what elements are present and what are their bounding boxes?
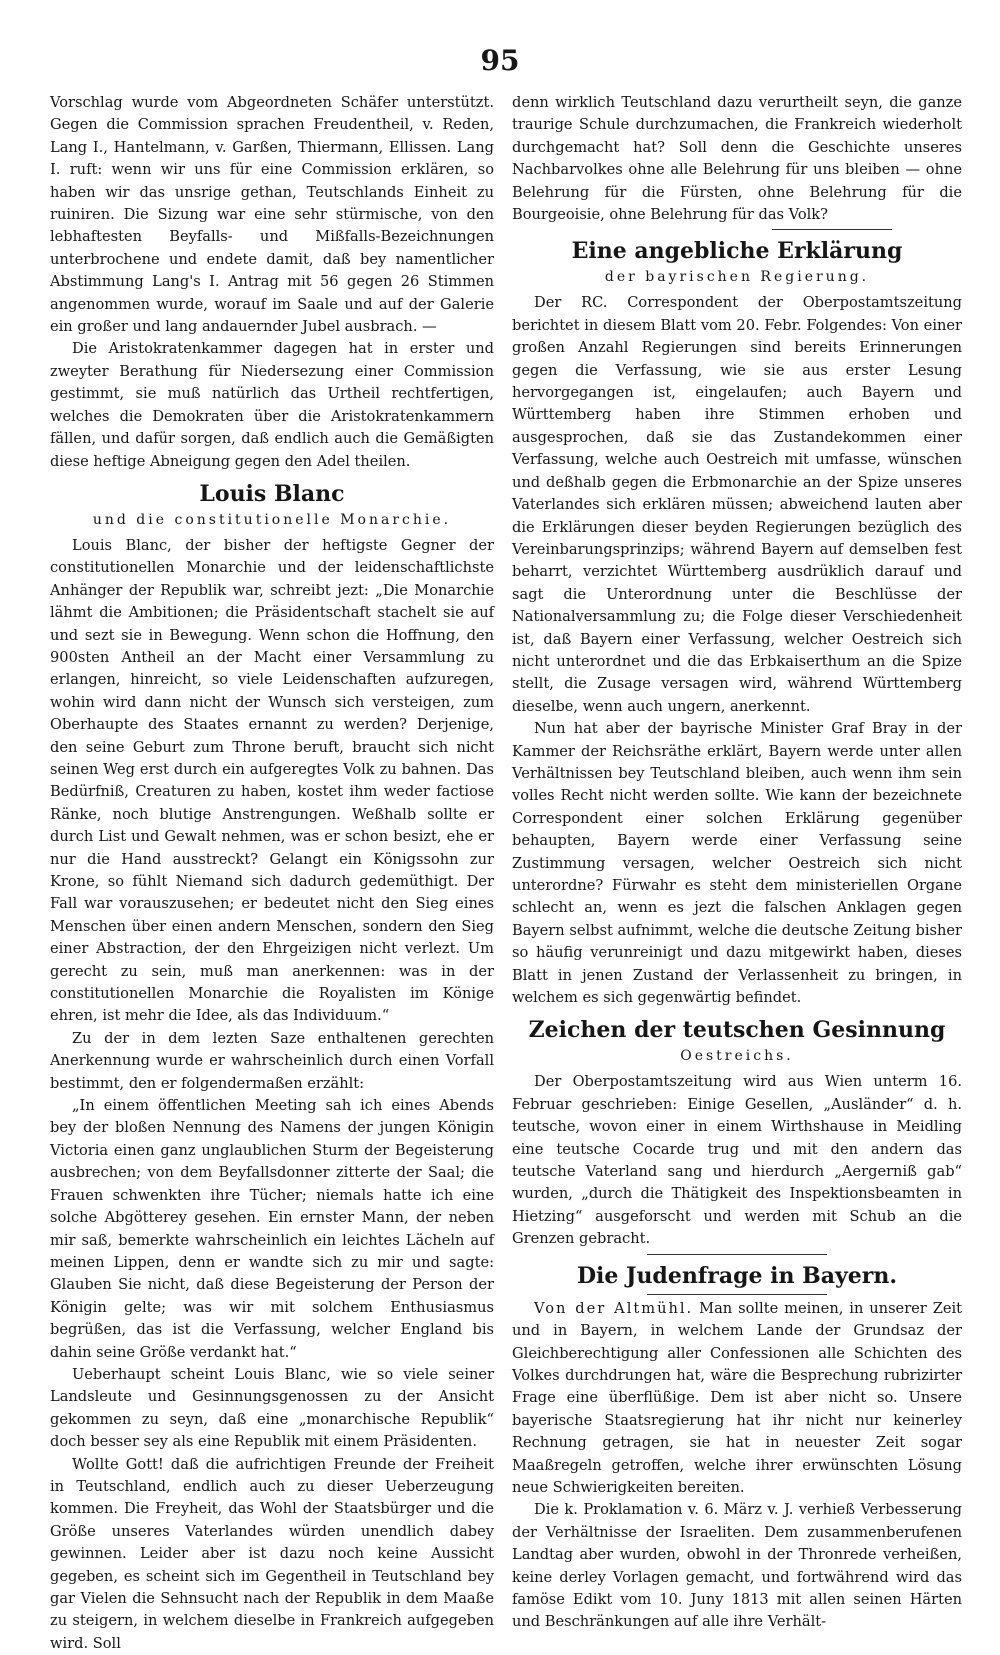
paragraph: Die Aristokratenkammer dagegen hat in erster und zweyter Berathung für Niedersezung einer Commission gestimmt, sie muß natürlich das Urtheil rechtfertigen, welches die Demokraten über die Aristokratenkammern fällen, und dafür sorgen, daß endlich auch die Gemäßigten diese heftige Abneigung gegen den Adel theilen. bbox=[50, 340, 494, 470]
dateline: Von der Altmühl. bbox=[534, 1299, 694, 1317]
article-heading: Louis Blanc bbox=[199, 480, 345, 507]
right-column bbox=[512, 92, 962, 1634]
paragraph: Vorschlag wurde vom Abgeordneten Schäfer unterstützt. Gegen die Commission sprachen Freudentheil, v. Reden, Lang I., Hantelmann, v. Garßen, Thiermann, Ellissen. Lang I. ruft: wenn wir uns für eine Commission erklären, so haben wir das unsrige gethan, Teutschlands Einheit zu ruiniren. Die Sizung war eine sehr stürmische, von den lebhaftesten Beyfalls- und Mißfalls-Bezeichnungen unterbrochene und endete damit, daß bey namentlicher Abstimmung Lang's I. Antrag mit 56 gegen 26 Stimmen angenommen wurde, worauf im Saale und auf der Galerie ein großer und lang andauernder Jubel ausbrach. — bbox=[50, 94, 494, 336]
paragraph: Louis Blanc, der bisher der heftigste Gegner der constitutionellen Monarchie und der leidenschaftlichste Anhänger der Republik war, schreibt jezt: „Die Monarchie lähmt die Ambitionen; die Präsidentschaft stachelt sie auf und sezt sie in Bewegung. Wenn schon die Hoffnung, den 900sten Antheil an der Macht einer Versammlung zu erlangen, hinreicht, so viele Leidenschaften aufzuregen, wohin wird dann nicht der Wunsch sich versteigen, zum Oberhaupte des Staates ernannt zu werden? Derjenige, den seine Geburt zum Throne beruft, braucht sich nicht seinen Weg erst durch ein aufgeregtes Volk zu bahnen. Das Bedürfniß, Creaturen zu haben, kostet ihm weder factiose Ränke, noch blutige Anstrengungen. Weßhalb sollte er durch List und Gewalt nehmen, was er schon besizt, ehe er nur die Hand ausstreckt? Gelangt ein Königssohn zur Krone, so fühlt Niemand sich dadurch gedemüthigt. Der Fall war vorauszusehen; er bedeutet nicht den Sieg eines Menschen über einen andern Menschen, sondern den Sieg einer Abstraction, der den Ehrgeizigen nicht verlezt. Um gerecht zu sein, muß man anerkennen: was in der constitutionellen Monarchie die Royalisten im Könige ehren, ist mehr die Idee, als das Individuum.“ bbox=[50, 536, 494, 1025]
paragraph-text: Man sollte meinen, in unserer Zeit und in Bayern, in welchem Lande der Grundsaz der Gleichberechtigung aller Confessionen alle Schichten des Volkes durchdrungen hat, wäre die Besprechung rubrizirter Frage eine überflüßige. Dem ist aber nicht so. Unsere bayerische Staatsregierung hat ihr nicht nur keinerley Rechnung getragen, sie hat in neuester Zeit sogar Maaßregeln getroffen, welche ihrer erwünschten Lösung neue Schwierigkeiten bereiten. bbox=[512, 1299, 963, 1496]
divider bbox=[647, 1254, 827, 1255]
article-subheading: Oestreichs. bbox=[680, 1048, 794, 1065]
article-subheading: der bayrischen Regierung. bbox=[604, 269, 870, 286]
paragraph: Der Oberpostamtszeitung wird aus Wien unterm 16. Februar geschrieben: Einige Gesellen, „Ausländer“ d. h. teutsche, wovon einer in einem Wirthshause in Meidling eine teutsche Cocarde trug und mit den andern das teutsche Vaterland sang und hierdurch „Aergerniß gab“ wurden, „durch die Thätigkeit des Inspektionsbeamten in Hietzing“ ausgeforscht und werden mit Schub an die Grenzen gebracht. bbox=[512, 1073, 962, 1248]
divider bbox=[647, 1294, 827, 1295]
article-subheading: und die constitutionelle Monarchie. bbox=[92, 511, 452, 528]
paragraph: Nun hat aber der bayrische Minister Graf Bray in der Kammer der Reichsräthe erklärt, Bayern werde unter allen Verhältnissen bey Teutschland bleiben, auch wenn ihm sein volles Recht nicht werden sollte. Wie kann der bezeichnete Correspondent einer solchen Erklärung gegenüber behaupten, Bayern werde einer Verfassung seine Zustimmung versagen, welcher Oestreich sich nicht unterordne? Fürwahr es steht dem ministeriellen Organe schlecht an, wenn es jezt die falschen Anklagen gegen Bayern selbst aufnimmt, welche die deutsche Zeitung bisher so häufig verunreinigt und dazu mitgewirkt haben, dieses Blatt in jenen Zustand der Verlassenheit zu bringen, in welchem es sich gegenwärtig befindet. bbox=[512, 720, 962, 1007]
paragraph bbox=[512, 1298, 962, 1500]
article-heading: Die Judenfrage in Bayern. bbox=[576, 1262, 898, 1289]
quote-paragraph: „In einem öffentlichen Meeting sah ich eines Abends bey der bloßen Nennung des Namens der jungen Königin Victoria einen ganz unglaublichen Sturm der Begeisterung ausbrechen; von dem Beyfallsdonner zitterte der Saal; die Frauen schwenkten ihre Tücher; niemals hatte ich eine solche Abgötterey gesehen. Ein ernster Mann, der neben mir saß, bemerkte wahrscheinlich ein leichtes Lächeln auf meinen Lippen, denn er wandte sich zu mir und sagte: Glauben Sie nicht, daß diese Begeisterung der Person der Königin gelte; was wir mit solchem Enthusiasmus begrüßen, das ist die Verfassung, welcher England bis dahin seine Größe verdankt hat.“ bbox=[50, 1097, 494, 1361]
article-heading: Zeichen der teutschen Gesinnung bbox=[528, 1017, 946, 1044]
page-number: 95 bbox=[480, 44, 520, 77]
paragraph: denn wirklich Teutschland dazu verurtheilt seyn, die ganze traurige Schule durchzumachen, die Frankreich wiederholt durchgemacht hat? Soll denn die Geschichte unseres Nachbarvolkes ohne alle Belehrung für uns bleiben — ohne Belehrung für die Fürsten, ohne Belehrung für die Bourgeoisie, ohne Belehrung für das Volk? bbox=[512, 94, 962, 224]
article-heading: Eine angebliche Erklärung bbox=[571, 238, 903, 265]
paragraph: Der RC. Correspondent der Oberpostamtszeitung berichtet in diesem Blatt vom 20. Febr. Folgendes: Von einer großen Anzahl Regierungen sind bereits Erinnerungen gegen die Verfassung, wie sie aus erster Lesung hervorgegangen ist, eingelaufen; auch Bayern und Württemberg haben ihre Stimmen erhoben und ausgesprochen, daß sie das Zustandekommen einer Verfassung, welche auch Oestreich mit umfasse, wünschen und deßhalb gegen die Erbmonarchie an der Spize unseres Vaterlandes sich erklären müssen; abweichend lauten aber die Erklärungen dieser beyden Regierungen bezüglich des Vereinbarungsprinzips; während Bayern auf demselben fest beharrt, verzichtet Württemberg ausdrüklich darauf und sagt die Unterordnung unter die Beschlüsse der Nationalversammlung zu; die Folge dieser Verschiedenheit ist, daß Bayern einer Verfassung, welcher Oestreich sich nicht unterordnet und die das Erbkaiserthum an die Spize stellt, die Zusage versagen wird, während Württemberg dieselbe, wenn auch ungern, anerkennt. bbox=[512, 294, 962, 715]
paragraph: Wollte Gott! daß die aufrichtigen Freunde der Freiheit in Teutschland, endlich auch zu dieser Ueberzeugung kommen. Die Freyheit, das Wohl der Staatsbürger und die Größe unseres Vaterlandes würden unendlich dabey gewinnen. Leider aber ist dazu noch keine Aussicht gegeben, es scheint sich im Gegentheil in Teutschland bey gar Vielen die Sehnsucht nach der Republik in dem Maaße zu steigern, in welchem dieselbe in Frankreich aufgegeben wird. Soll bbox=[50, 1455, 494, 1652]
paragraph: Ueberhaupt scheint Louis Blanc, wie so viele seiner Landsleute und Gesinnungsgenossen zu der Ansicht gekommen zu seyn, daß eine „monarchische Republik“ doch besser sey als eine Republik mit einem Präsidenten. bbox=[50, 1365, 494, 1451]
paragraph: Zu der in dem lezten Saze enthaltenen gerechten Anerkennung wurde er wahrscheinlich durch einen Vorfall bestimmt, den er folgendermaßen erzählt: bbox=[50, 1029, 494, 1092]
left-column bbox=[50, 92, 494, 1655]
divider bbox=[772, 229, 892, 230]
paragraph: Die k. Proklamation v. 6. März v. J. verhieß Verbesserung der Verhältnisse der Israeliten. Dem zusammenberufenen Landtag aber wurden, obwohl in der Thronrede verheißen, keine derley Vorlagen gemacht, und fortwährend wird das famöse Edikt vom 10. Juny 1813 mit allen seinen Härten und Beschränkungen auf alle ihre Verhält- bbox=[512, 1501, 962, 1631]
